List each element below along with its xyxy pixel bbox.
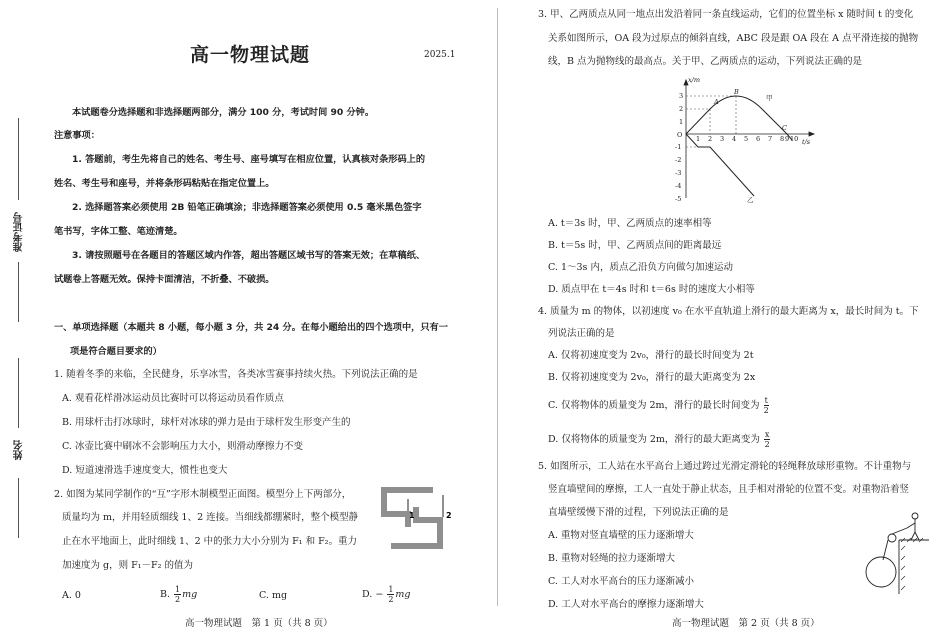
exam-title: 高一物理试题 <box>190 44 311 66</box>
q1-option-d: D. 短道速滑选手速度变大，惯性也变大 <box>62 465 228 476</box>
y-tick: -2 <box>675 156 682 164</box>
origin-label: O <box>677 131 683 139</box>
page-divider <box>497 8 498 606</box>
note-line: 1. 答题前，考生先将自己的姓名、考生号、座号填写在相应位置，认真核对条形码上的 <box>72 154 426 165</box>
y-tick: 1 <box>679 118 684 126</box>
q4-option-c: C. 仅将物体的质量变为 2m，滑行的最长时间变为 $\frac{t}{2}$ <box>548 396 769 415</box>
name-line <box>18 358 19 428</box>
q2-option-a: A. 0 <box>62 590 81 601</box>
q3-stem: 3. 甲、乙两质点从同一地点出发沿着同一条直线运动，它们的位置坐标 x 随时间 t 的变化 <box>538 9 914 20</box>
x-tick: 9 <box>785 135 790 143</box>
x-tick: 5 <box>744 135 749 143</box>
pulley-worker-figure <box>855 510 931 594</box>
q3-option-a: A. t＝3s 时，甲、乙两质点的速率相等 <box>548 218 712 229</box>
exam-date: 2025.1 <box>424 50 456 60</box>
q5-option-a: A. 重物对竖直墙壁的压力逐渐增大 <box>548 530 694 541</box>
note-line: 试题卷上答题无效。保持卡面清洁，不折叠、不破损。 <box>54 274 275 285</box>
x-tick: 1 <box>696 135 701 143</box>
q3-option-b: B. t＝5s 时，甲、乙两质点间的距离最远 <box>548 240 722 251</box>
x-tick: 2 <box>708 135 713 143</box>
note-line: 笔书写，字体工整、笔迹清楚。 <box>54 226 183 237</box>
thread-2-label: 2 <box>446 511 452 520</box>
q1-option-c: C. 冰壶比赛中刷冰不会影响压力大小，则滑动摩擦力不变 <box>62 441 303 452</box>
notes-title: 注意事项： <box>54 130 100 141</box>
x-axis-label: t/s <box>802 138 811 146</box>
section-heading-cont: 项是符合题目要求的） <box>70 346 162 357</box>
y-tick: -5 <box>675 195 682 203</box>
q5-stem: 竖直墙壁间的摩擦，工人一直处于静止状态，且手相对滑轮的位置不变。对重物沿着竖 <box>548 484 910 495</box>
q4-option-a: A. 仅将初速度变为 2v₀，滑行的最长时间变为 2t <box>548 350 754 361</box>
q3-stem: 关系如图所示，OA 段为过原点的倾斜直线，ABC 段是跟 OA 段在 A 点平滑连接的抛物 <box>548 33 919 44</box>
q4-stem: 列说法正确的是 <box>548 328 615 339</box>
note-line: 姓名、考生号和座号，并将条形码粘贴在指定位置上。 <box>54 178 275 189</box>
q5-stem: 直墙壁缓慢下滑的过程，下列说法正确的是 <box>548 507 729 518</box>
q4-stem: 4. 质量为 m 的物体，以初速度 v₀ 在水平直轨道上滑行的最大距离为 x，最长时间为 t。下 <box>538 306 919 317</box>
y-tick: -1 <box>675 143 682 151</box>
x-tick: 4 <box>732 135 737 143</box>
name-line-2 <box>18 478 19 538</box>
q2-stem: 质量均为 m，并用轻质细线 1、2 连接。当细线都绷紧时，整个模型静 <box>62 512 359 523</box>
thread-1-label: 1 <box>409 511 415 520</box>
note-line: 2. 选择题答案必须使用 2B 铅笔正确填涂；非选择题答案必须使用 0.5 毫米黑色签字 <box>72 202 422 213</box>
note-line: 3. 请按照题号在各题目的答题区域内作答，超出答题区域书写的答案无效；在草稿纸、 <box>72 250 426 261</box>
y-tick: 2 <box>679 105 684 113</box>
q1-option-a: A. 观看花样滑冰运动员比赛时可以将运动员看作质点 <box>62 393 284 404</box>
y-tick: -4 <box>675 182 682 190</box>
q5-option-d: D. 工人对水平高台的摩擦力逐渐增大 <box>548 599 704 610</box>
ticket-number-label: 准考证号 <box>14 212 25 252</box>
q2-option-b: B. $\frac{1}{2}$ mg <box>160 585 198 604</box>
q1-option-b: B. 用球杆击打冰球时，球杆对冰球的弹力是由于球杆发生形变产生的 <box>62 417 351 428</box>
q3-option-c: C. 1～3s 内，质点乙沿负方向做匀加速运动 <box>548 262 733 273</box>
q2-stem: 止在水平地面上，此时细线 1、2 中的张力大小分别为 F₁ 和 F₂。重力 <box>62 536 357 547</box>
q2-stem: 加速度为 g，则 F₁－F₂ 的值为 <box>62 560 193 571</box>
q1-stem: 1. 随着冬季的来临，全民健身，乐享冰雪，各类冰雪赛事持续火热。下列说法正确的是 <box>54 369 418 380</box>
q5-option-b: B. 重物对轻绳的拉力逐渐增大 <box>548 553 676 564</box>
point-c-label: C <box>782 124 787 132</box>
x-tick: 6 <box>756 135 761 143</box>
footer-page-2: 高一物理试题 第 2 页（共 8 页） <box>672 618 820 629</box>
y-axis-label: x/m <box>688 76 701 84</box>
q5-option-c: C. 工人对水平高台的压力逐渐减小 <box>548 576 694 587</box>
q2-stem: 2. 如图为某同学制作的“互”字形木制模型正面图。模型分上下两部分， <box>54 489 352 500</box>
q3-option-d: D. 质点甲在 t＝4s 时和 t＝6s 时的速度大小相等 <box>548 284 755 295</box>
section-heading: 一、单项选择题（本题共 8 小题，每小题 3 分，共 24 分。在每小题给出的四个选项中，只有一 <box>54 322 448 333</box>
point-a-label: A <box>714 98 719 106</box>
point-b-label: B <box>734 88 739 96</box>
ticket-line <box>18 118 19 200</box>
xt-graph <box>672 74 818 206</box>
yi-label: 乙 <box>747 196 754 204</box>
hu-model-figure <box>381 487 457 549</box>
y-tick: 3 <box>679 92 684 100</box>
q4-option-d: D. 仅将物体的质量变为 2m，滑行的最大距离变为 $\frac{x}{2}$ <box>548 430 770 449</box>
x-tick: 7 <box>768 135 773 143</box>
q2-option-c: C. mg <box>259 590 288 601</box>
footer-page-1: 高一物理试题 第 1 页（共 8 页） <box>185 618 333 629</box>
jia-label: 甲 <box>766 94 773 102</box>
q2-option-d: D. − $\frac{1}{2}$ mg <box>362 585 411 604</box>
q4-option-b: B. 仅将初速度变为 2v₀，滑行的最大距离变为 2x <box>548 372 756 383</box>
name-label: 姓名 <box>14 440 25 460</box>
intro-text: 本试题卷分选择题和非选择题两部分，满分 100 分，考试时间 90 分钟。 <box>72 107 375 118</box>
x-tick: 3 <box>720 135 725 143</box>
x-tick: 10 <box>790 135 799 143</box>
x-tick: 8 <box>780 135 785 143</box>
q5-stem: 5. 如图所示，工人站在水平高台上通过跨过光滑定滑轮的轻绳释放球形重物。不计重物与 <box>538 461 912 472</box>
q3-stem: 线，B 点为抛物线的最高点。关于甲、乙两质点的运动，下列说法正确的是 <box>548 56 863 67</box>
y-tick: -3 <box>675 169 682 177</box>
ticket-line-2 <box>18 262 19 322</box>
